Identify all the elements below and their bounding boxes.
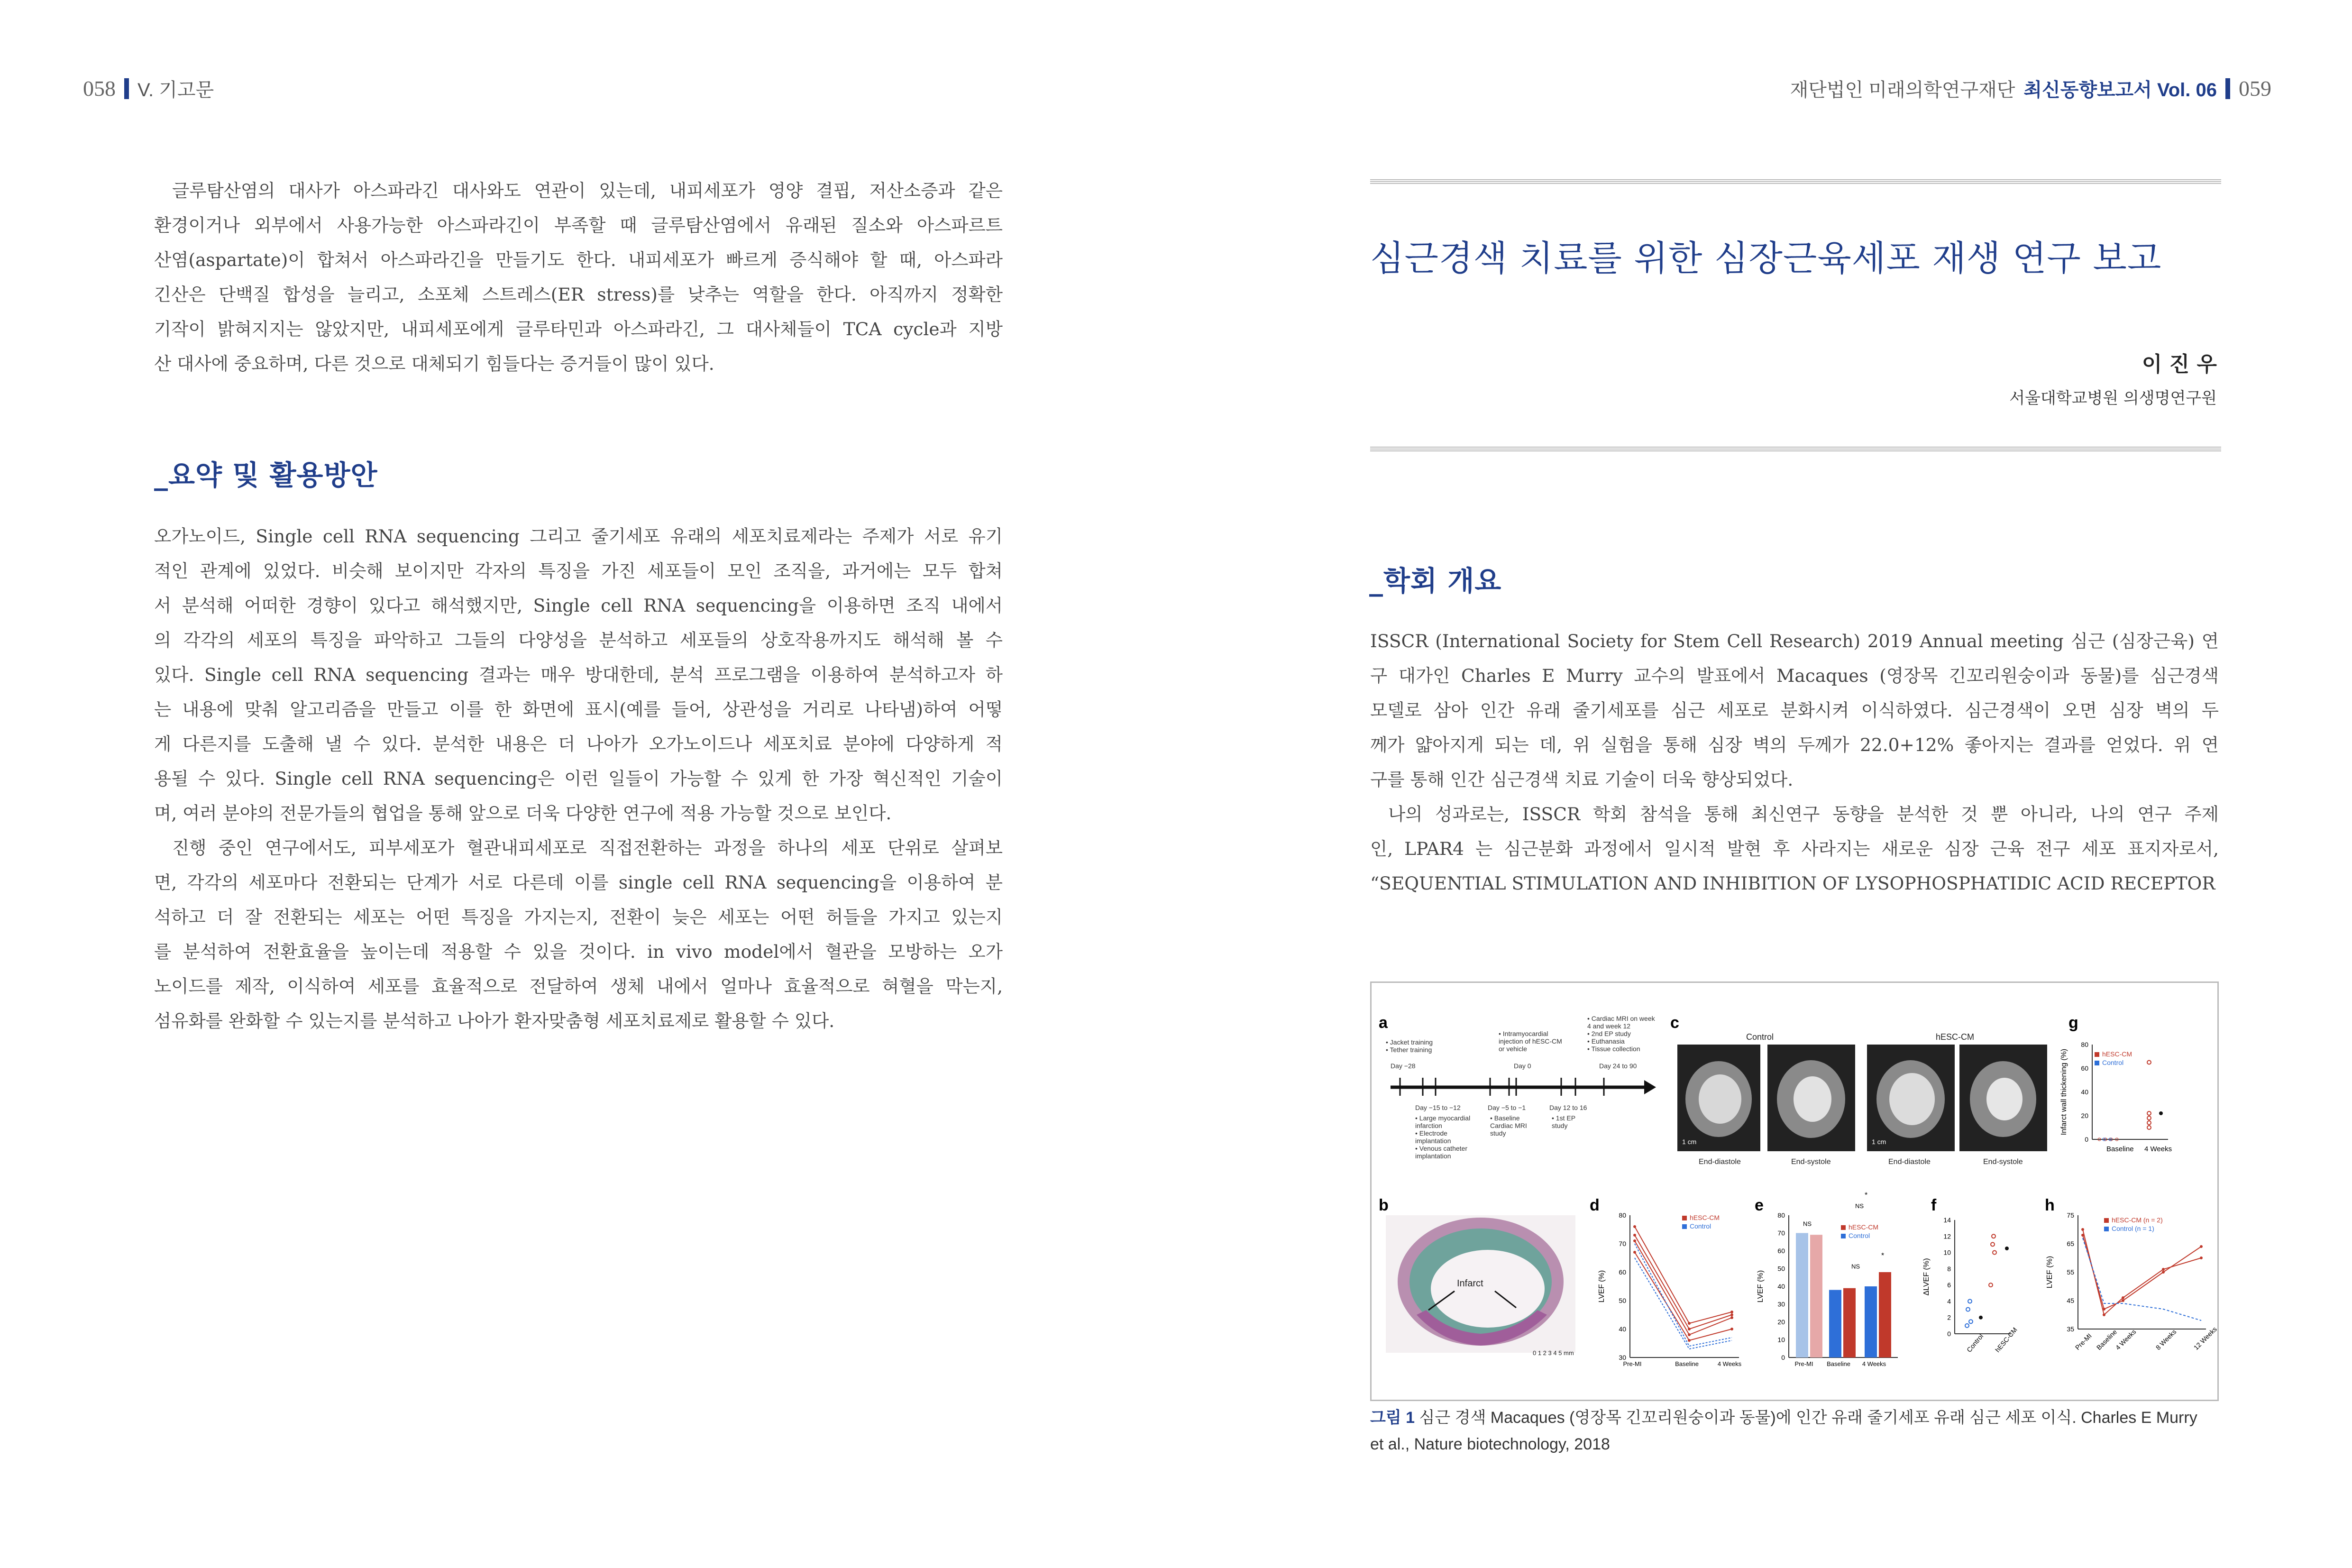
- text-line: 진행 중인 연구에서도, 피부세포가 혈관내피세포로 직접전환하는 과정을 하나의 세포 단위로 살펴보: [172, 837, 1003, 858]
- data-point-hesc: [1633, 1251, 1636, 1254]
- mri-hesc-label: hESC-CM: [1936, 1032, 1975, 1042]
- section-label: V. 기고문: [137, 80, 214, 101]
- panel-label-g: g: [2068, 1014, 2078, 1032]
- panel-label-c: c: [1670, 1014, 1679, 1032]
- mri-caption-3: End-diastole: [1888, 1158, 1931, 1166]
- y-tick-label: 80: [2081, 1041, 2088, 1048]
- timeline-note: study: [1552, 1122, 1568, 1129]
- legend-label: Control: [1849, 1232, 1870, 1239]
- mri-scale-1: 1 cm: [1682, 1138, 1697, 1146]
- x-tick-label: 12 Weeks: [2192, 1325, 2217, 1352]
- series-line-hesc: [1635, 1241, 1732, 1335]
- timeline-note: 4 and week 12: [1587, 1022, 1631, 1030]
- data-point-hesc: [1688, 1339, 1691, 1342]
- y-tick-label: 2: [1947, 1313, 1951, 1321]
- y-tick-label: 14: [1943, 1216, 1951, 1224]
- y-tick-label: 12: [1943, 1232, 1951, 1240]
- text-line: 구를 통해 인간 심근경색 치료 기술이 더욱 향상되었다.: [1370, 769, 1794, 790]
- series-line-hesc: [2083, 1235, 2201, 1309]
- text-line: 있다. Single cell RNA sequencing 결과는 매우 방대한데, 분석 프로그램을 이용하여 분석하고자 하: [154, 664, 1003, 685]
- mean-point: [1979, 1316, 1983, 1320]
- timeline-note: infarction: [1415, 1122, 1442, 1129]
- x-tick-label: 4 Weeks: [2144, 1145, 2172, 1153]
- y-axis-label: LVEF (%): [1757, 1270, 1765, 1303]
- significance-star: *: [1865, 1191, 1868, 1200]
- text-line: 환경이거나 외부에서 사용가능한 아스파라긴이 부족할 때 글루탐산염에서 유래된 질소와 아스파르트: [154, 215, 1003, 236]
- timeline-note: implantation: [1415, 1137, 1451, 1145]
- figure-canvas: [1372, 983, 2217, 1400]
- x-tick-label: Pre-MI: [2073, 1332, 2093, 1352]
- y-tick-label: 60: [2081, 1064, 2088, 1072]
- panel-label-a: a: [1379, 1014, 1388, 1032]
- y-tick-label: 30: [1777, 1300, 1785, 1308]
- page-number-left: 058: [83, 76, 116, 101]
- data-point-hesc: [1992, 1234, 1995, 1238]
- data-point-control: [1966, 1308, 1970, 1311]
- y-tick-label: 50: [1619, 1297, 1626, 1304]
- overview-paragraph: [1370, 624, 2219, 901]
- header-divider: [2225, 78, 2230, 99]
- y-tick-label: 40: [1777, 1283, 1785, 1290]
- text-line: 게 다른지를 도출해 낼 수 있다. 분석한 내용은 더 나아가 오가노이드나 세포치료 분야에 다양하게 적: [154, 734, 1003, 754]
- chart-lvef-e: [1757, 1192, 1898, 1368]
- summary-paragraph: [154, 519, 1003, 1038]
- chart-lvef-h: [2046, 1211, 2217, 1351]
- data-point-control: [1965, 1324, 1969, 1328]
- panel-label-b: b: [1379, 1196, 1389, 1214]
- data-point-control: [1969, 1320, 1973, 1323]
- title-rule-top: [1370, 179, 2221, 185]
- y-tick-label: 0: [1781, 1354, 1785, 1361]
- data-point-hesc: [1688, 1333, 1691, 1336]
- mri-caption-2: End-systole: [1791, 1158, 1831, 1166]
- timeline-note: • Euthanasia: [1587, 1037, 1625, 1045]
- data-point-hesc: [1730, 1316, 1733, 1319]
- panel-label-d: d: [1590, 1196, 1600, 1214]
- bar: [1829, 1290, 1841, 1358]
- header-divider: [124, 78, 129, 99]
- y-tick-label: 80: [1619, 1211, 1626, 1219]
- title-rule-bottom: [1370, 447, 2221, 452]
- data-point-hesc: [2147, 1111, 2151, 1115]
- foundation-name: 재단법인 미래의학연구재단: [1790, 80, 2015, 101]
- y-tick-label: 40: [1619, 1325, 1626, 1333]
- header-left: [83, 75, 214, 102]
- text-line: 께가 얇아지게 되는 데, 위 실험을 통해 심장 벽의 두께가 22.0+12% 좋아지는 결과를 얻었다. 위 연: [1370, 734, 2219, 755]
- text-line: 용될 수 있다. Single cell RNA sequencing은 이런 일들이 가능할 수 있게 한 가장 혁신적인 기술이: [154, 768, 1003, 789]
- significance-star: *: [1881, 1252, 1885, 1260]
- mean-point: [2159, 1111, 2163, 1115]
- page-number-right: 059: [2239, 76, 2271, 101]
- timeline-note: Cardiac MRI: [1490, 1122, 1527, 1129]
- article-title: 심근경색 치료를 위한 심장근육세포 재생 연구 보고: [1370, 238, 2162, 279]
- header-right: [1790, 75, 2271, 102]
- data-point-hesc: [2103, 1308, 2105, 1311]
- legend-label: hESC-CM (n = 2): [2112, 1216, 2163, 1224]
- text-line: 구 대가인 Charles E Murry 교수의 발표에서 Macaques (영장목 긴꼬리원숭이과 동물)를 심근경색: [1370, 665, 2219, 686]
- data-point-hesc: [2147, 1116, 2151, 1120]
- timeline-note: • Electrode: [1415, 1129, 1447, 1137]
- timeline-day: Day −5 to −1: [1488, 1104, 1526, 1111]
- bar: [1879, 1272, 1891, 1357]
- timeline-panel: [1386, 1015, 1656, 1160]
- data-point-hesc: [2122, 1299, 2124, 1302]
- data-point-hesc: [2162, 1268, 2165, 1271]
- y-tick-label: 55: [2067, 1268, 2074, 1276]
- chart-lvef-d: [1598, 1211, 1742, 1367]
- panel-label-e: e: [1755, 1196, 1764, 1214]
- text-line: 의 각각의 세포의 특징을 파악하고 그들의 다양성을 분석하고 세포들의 상호작용까지도 해석해 볼 수: [154, 630, 1003, 651]
- histology-panel: [1386, 1215, 1575, 1357]
- data-point-hesc: [2103, 1313, 2105, 1316]
- mri-scale-2: 1 cm: [1872, 1138, 1886, 1146]
- text-line: 섬유화를 완화할 수 있는지를 분석하고 나아가 환자맞춤형 세포치료제로 활용할 수 있다.: [154, 1010, 835, 1031]
- text-line: 면, 각각의 세포마다 전환되는 단계가 서로 다른데 이를 single cell RNA sequencing을 이용하여 분: [154, 872, 1003, 893]
- data-point-hesc: [1730, 1313, 1733, 1316]
- legend-swatch: [1841, 1234, 1846, 1238]
- timeline-day: Day −28: [1391, 1062, 1416, 1070]
- text-line: 글루탐산염의 대사가 아스파라긴 대사와도 연관이 있는데, 내피세포가 영양 결핍, 저산소증과 같은: [172, 180, 1003, 201]
- y-axis-label: Infarct wall thickening (%): [2060, 1048, 2068, 1136]
- legend-swatch: [1841, 1225, 1846, 1230]
- data-point-hesc: [2122, 1296, 2124, 1299]
- text-line: 산염(aspartate)이 합쳐서 아스파라긴을 만들기도 한다. 내피세포가 빠르게 증식해야 할 때, 아스파라: [154, 249, 1003, 270]
- timeline-note: implantation: [1415, 1152, 1451, 1160]
- data-point-hesc: [1991, 1242, 1995, 1246]
- figure-1: [1370, 981, 2219, 1401]
- text-line: 인, LPAR4 는 심근분화 과정에서 일시적 발현 후 사라지는 새로운 심장 근육 전구 세포 표지자로서,: [1370, 838, 2219, 859]
- report-title: 최신동향보고서 Vol. 06: [2023, 80, 2217, 101]
- y-tick-label: 70: [1619, 1240, 1626, 1247]
- panel-label-h: h: [2045, 1196, 2055, 1214]
- y-tick-label: 45: [2067, 1297, 2074, 1304]
- text-line: 며, 여러 분야의 전문가들의 협업을 통해 앞으로 더욱 다양한 연구에 적용 가능할 것으로 보인다.: [154, 803, 892, 824]
- legend-swatch: [1682, 1216, 1687, 1220]
- timeline-day: Day 12 to 16: [1549, 1104, 1587, 1111]
- data-point-hesc: [1633, 1225, 1636, 1228]
- author-affiliation: 서울대학교병원 의생명연구원: [2009, 389, 2217, 408]
- text-line: 노이드를 제작, 이식하여 세포를 효율적으로 전달하여 생체 내에서 얼마나 효율적으로 혀혈을 막는지,: [154, 976, 1003, 997]
- timeline-note: • Intramyocardial: [1499, 1030, 1548, 1037]
- y-axis-label: ΔLVEF (%): [1922, 1258, 1931, 1296]
- timeline-note: study: [1490, 1129, 1506, 1137]
- legend-label: Control (n = 1): [2112, 1225, 2154, 1232]
- y-tick-label: 0: [1947, 1330, 1951, 1338]
- x-tick-label: Baseline: [1675, 1360, 1699, 1367]
- text-line: 서 분석해 어떠한 경향이 있다고 해석했지만, Single cell RNA sequencing을 이용하면 조직 내에서: [154, 595, 1003, 616]
- x-tick-label: hESC-CM: [1994, 1326, 2019, 1354]
- text-line: 모델로 삼아 인간 유래 줄기세포를 심근 세포로 분화시켜 이식하였다. 심근경색이 오면 심장 벽의 두: [1370, 700, 2219, 721]
- legend-label: Control: [2102, 1059, 2124, 1066]
- timeline-note: • Venous catheter: [1415, 1145, 1467, 1152]
- ns-label: NS: [1851, 1263, 1860, 1270]
- x-tick-label: 4 Weeks: [2114, 1328, 2138, 1352]
- ns-label: NS: [1855, 1202, 1864, 1210]
- data-point-hesc: [2081, 1228, 2084, 1231]
- x-tick-label: Control: [1965, 1332, 1985, 1354]
- y-tick-label: 20: [1777, 1318, 1785, 1326]
- text-line: 는 내용에 맞춰 알고리즘을 만들고 이를 한 화면에 표시(예를 들어, 상관성을 거리로 나타냄)하여 어떻: [154, 699, 1003, 720]
- x-tick-label: Baseline: [1827, 1360, 1850, 1367]
- y-tick-label: 50: [1777, 1265, 1785, 1273]
- y-tick-label: 40: [2081, 1088, 2088, 1096]
- y-tick-label: 60: [1777, 1247, 1785, 1255]
- text-line: 적인 관계에 있었다. 비슷해 보이지만 각자의 특징을 가진 세포들이 모인 조직을, 과거에는 모두 합쳐: [154, 560, 1003, 581]
- legend-swatch: [1682, 1224, 1687, 1229]
- series-line-hesc: [2083, 1229, 2201, 1315]
- data-point-hesc: [1688, 1322, 1691, 1325]
- x-tick-label: Baseline: [2106, 1145, 2134, 1153]
- mri-control-label: Control: [1746, 1032, 1774, 1042]
- legend-swatch: [2095, 1061, 2099, 1065]
- text-line: 석하고 더 잘 전환되는 세포는 어떤 특징을 가지는지, 전환이 늦은 세포는 어떤 허들을 가지고 있는지: [154, 907, 1003, 927]
- data-point-hesc: [2147, 1061, 2151, 1064]
- bar: [1843, 1288, 1856, 1357]
- legend-label: hESC-CM: [2102, 1050, 2132, 1058]
- y-axis-label: LVEF (%): [1598, 1270, 1606, 1303]
- data-point-hesc: [2162, 1271, 2165, 1274]
- y-tick-label: 75: [2067, 1211, 2074, 1219]
- histology-scale: 0 1 2 3 4 5 mm: [1533, 1349, 1574, 1357]
- timeline-note: • Tether training: [1386, 1046, 1432, 1054]
- timeline-note: • 2nd EP study: [1587, 1030, 1631, 1037]
- timeline-day: Day 24 to 90: [1599, 1062, 1637, 1070]
- text-line: “SEQUENTIAL STIMULATION AND INHIBITION OF LYSOPHOSPHATIDIC ACID RECEPTOR: [1370, 873, 2215, 894]
- timeline-note: • Baseline: [1490, 1114, 1520, 1122]
- y-tick-label: 4: [1947, 1297, 1951, 1305]
- data-point-hesc: [1688, 1328, 1691, 1330]
- data-point-hesc: [2147, 1126, 2151, 1129]
- text-line: 오가노이드, Single cell RNA sequencing 그리고 줄기세포 유래의 세포치료제라는 주제가 서로 유기: [154, 526, 1003, 547]
- legend-label: hESC-CM: [1690, 1214, 1720, 1221]
- y-tick-label: 65: [2067, 1240, 2074, 1247]
- y-tick-label: 20: [2081, 1112, 2088, 1119]
- text-line: 산 대사에 중요하며, 다른 것으로 대체되기 힘들다는 증거들이 많이 있다.: [154, 353, 714, 374]
- chart-dlvef-f: [1922, 1216, 2019, 1354]
- legend-swatch: [2104, 1227, 2109, 1231]
- data-point-hesc: [1633, 1234, 1636, 1237]
- infarct-label: Infarct: [1457, 1278, 1483, 1289]
- series-line-control: [2083, 1238, 2201, 1320]
- mean-point: [2005, 1247, 2009, 1250]
- text-line: 나의 성과로는, ISSCR 학회 참석을 통해 최신연구 동향을 분석한 것 뿐 아니라, 나의 연구 주제: [1388, 804, 2219, 825]
- x-tick-label: 4 Weeks: [1862, 1360, 1886, 1367]
- x-tick-label: Pre-MI: [1623, 1360, 1642, 1367]
- timeline-day: Day −15 to −12: [1415, 1104, 1461, 1111]
- text-line: 를 분석하여 전환효율을 높이는데 적용할 수 있을 것이다. in vivo model에서 혈관을 모방하는 오가: [154, 941, 1003, 962]
- x-tick-label: 4 Weeks: [1717, 1360, 1742, 1367]
- legend-swatch: [2095, 1052, 2099, 1057]
- timeline-arrow: [1644, 1080, 1656, 1094]
- y-tick-label: 0: [2085, 1136, 2088, 1143]
- author-name: 이 진 우: [2142, 352, 2217, 376]
- mri-panel: [1677, 1032, 2047, 1166]
- caption-text: 심근 경색 Macaques (영장목 긴꼬리원숭이과 동물)에 인간 유래 줄기세포 유래 심근 세포 이식. Charles E Murry: [1415, 1409, 2197, 1427]
- y-tick-label: 70: [1777, 1229, 1785, 1237]
- mri-caption-4: End-systole: [1983, 1158, 2023, 1166]
- data-point-hesc: [2081, 1234, 2084, 1237]
- x-tick-label: 8 Weeks: [2154, 1328, 2178, 1352]
- timeline-note: • Large myocardial: [1415, 1114, 1471, 1122]
- text-line: 기작이 밝혀지지는 않았지만, 내피세포에게 글루타민과 아스파라긴, 그 대사체들이 TCA cycle과 지방: [154, 319, 1003, 339]
- panel-label-f: f: [1931, 1196, 1937, 1214]
- figure-caption: [1370, 1404, 2221, 1458]
- bar: [1796, 1233, 1808, 1358]
- timeline-note: • Cardiac MRI on week: [1587, 1015, 1655, 1022]
- mri-caption-1: End-diastole: [1699, 1158, 1741, 1166]
- data-point-control: [1968, 1299, 1972, 1303]
- text-line: ISSCR (International Society for Stem Cell Research) 2019 Annual meeting 심근 (심장근육) 연: [1370, 631, 2219, 651]
- y-tick-label: 80: [1777, 1211, 1785, 1219]
- timeline-note: • Jacket training: [1386, 1038, 1433, 1046]
- overview-heading: _학회 개요: [1369, 565, 1502, 597]
- y-tick-label: 30: [1619, 1354, 1626, 1361]
- chart-wall-g: [2060, 1041, 2172, 1153]
- data-point-hesc: [1730, 1328, 1733, 1330]
- bar: [1865, 1286, 1877, 1357]
- y-tick-label: 35: [2067, 1325, 2074, 1333]
- caption-line2: et al., Nature biotechnology, 2018: [1370, 1435, 1610, 1453]
- data-point-hesc: [2200, 1245, 2203, 1248]
- y-tick-label: 6: [1947, 1281, 1951, 1289]
- y-tick-label: 60: [1619, 1268, 1626, 1276]
- data-point-hesc: [2200, 1256, 2203, 1259]
- timeline-day: Day 0: [1514, 1062, 1531, 1070]
- ns-label: NS: [1803, 1220, 1812, 1228]
- timeline-note: injection of hESC-CM: [1499, 1037, 1562, 1045]
- x-tick-label: Baseline: [2095, 1328, 2119, 1352]
- y-axis-label: LVEF (%): [2046, 1256, 2054, 1289]
- legend-label: Control: [1690, 1222, 1711, 1230]
- summary-heading: _요약 및 활용방안: [154, 459, 378, 491]
- data-point-hesc: [1989, 1283, 1993, 1287]
- legend-swatch: [2104, 1218, 2109, 1223]
- y-tick-label: 8: [1947, 1265, 1951, 1273]
- text-line: 긴산은 단백질 합성을 늘리고, 소포체 스트레스(ER stress)를 낮추는 역할을 한다. 아직까지 정확한: [154, 284, 1003, 305]
- y-tick-label: 10: [1777, 1336, 1785, 1344]
- timeline-note: or vehicle: [1499, 1045, 1527, 1053]
- bar: [1810, 1235, 1822, 1357]
- timeline-note: • 1st EP: [1552, 1114, 1576, 1122]
- data-point-hesc: [1633, 1239, 1636, 1242]
- data-point-hesc: [2147, 1121, 2151, 1125]
- intro-paragraph: [154, 174, 1003, 381]
- legend-label: hESC-CM: [1849, 1223, 1879, 1231]
- y-tick-label: 10: [1943, 1248, 1951, 1256]
- timeline-note: • Tissue collection: [1587, 1045, 1640, 1053]
- data-point-hesc: [1730, 1311, 1733, 1313]
- caption-label: 그림 1: [1370, 1409, 1415, 1427]
- data-point-hesc: [1993, 1251, 1996, 1255]
- x-tick-label: Pre-MI: [1794, 1360, 1813, 1367]
